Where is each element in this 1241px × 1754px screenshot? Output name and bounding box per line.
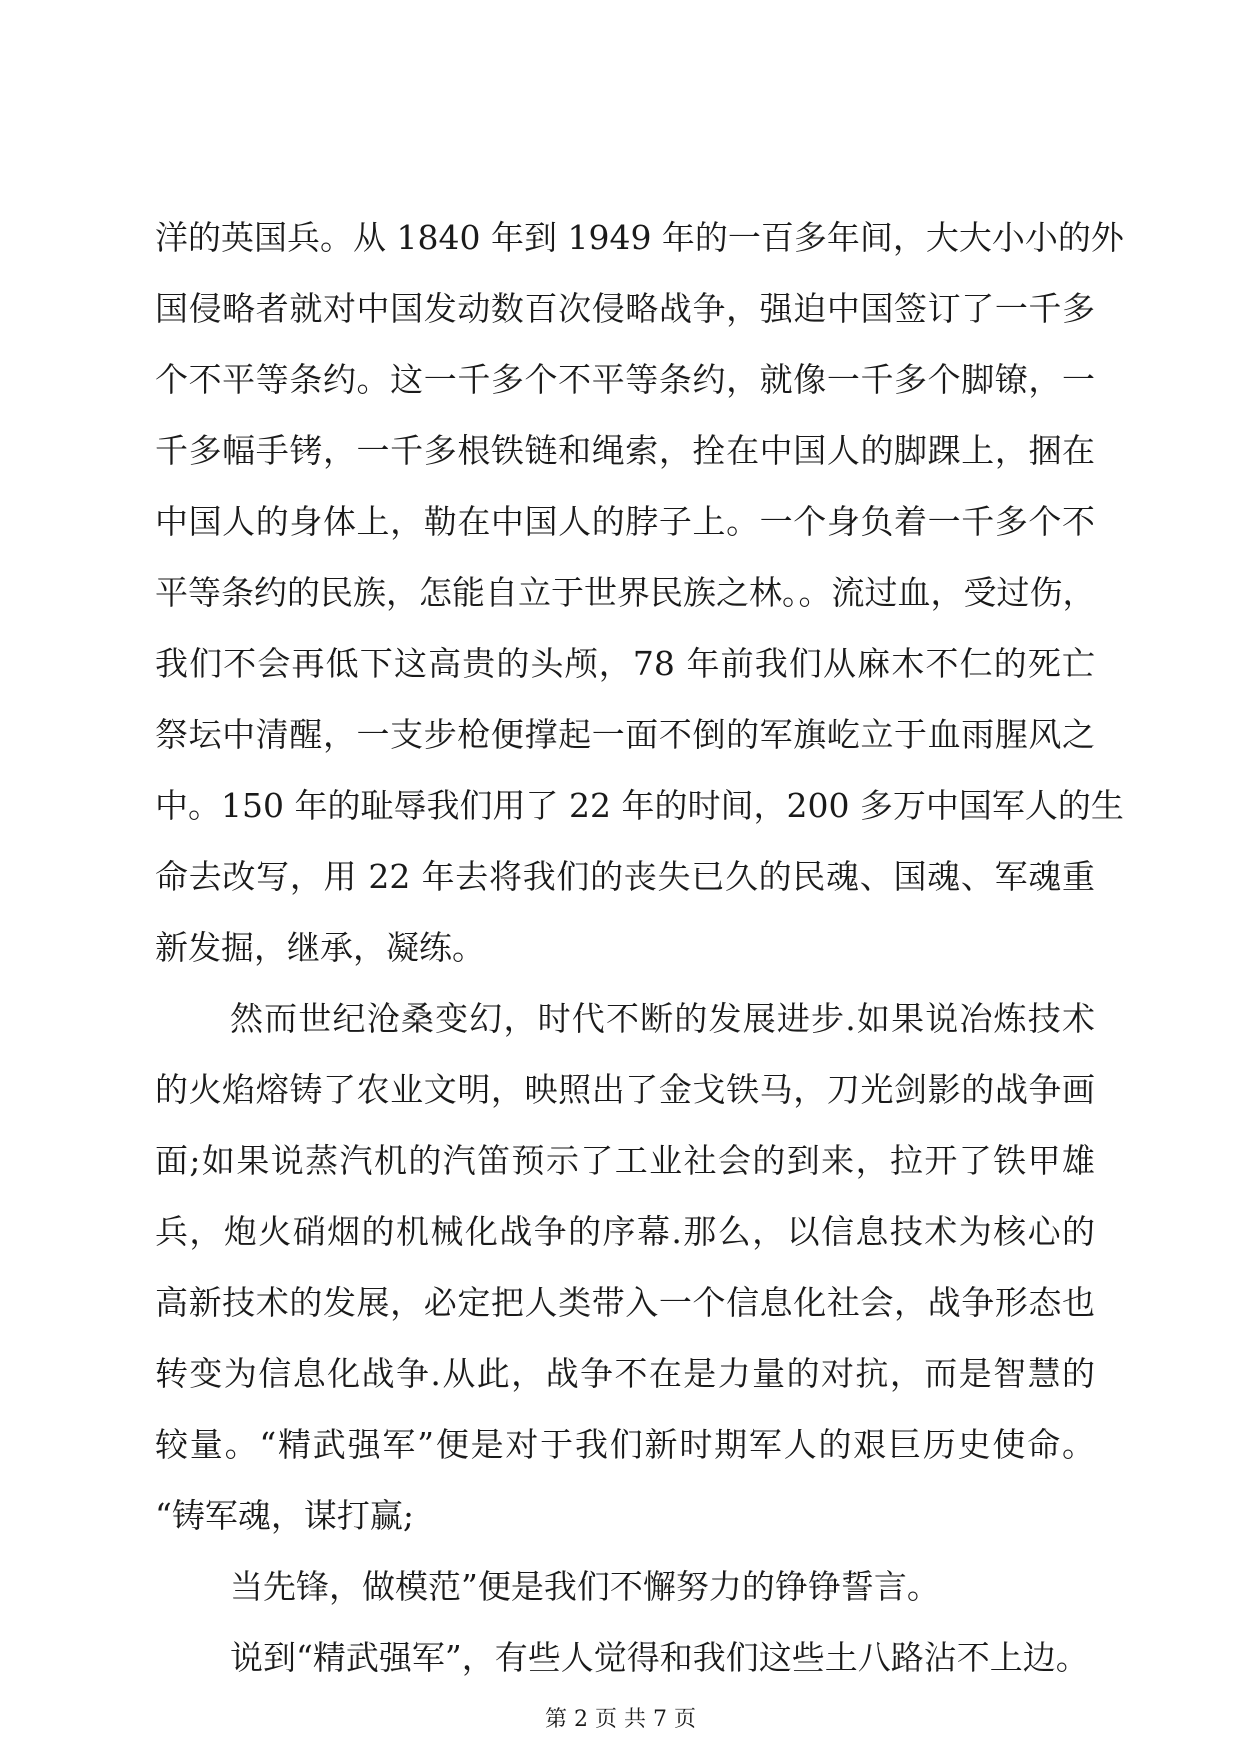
text-line: 新发掘，继承，凝练。 xyxy=(155,928,485,967)
page-footer: 第 2 页 共 7 页 xyxy=(545,1707,696,1732)
text-line: 命去改写，用 22 年去将我们的丧失已久的民魂、国魂、军魂重 xyxy=(155,857,1095,896)
text-line: 平等条约的民族，怎能自立于世界民族之林。。流过血，受过伤， xyxy=(155,573,1096,612)
text-line: 的火焰熔铸了农业文明，映照出了金戈铁马，刀光剑影的战争画 xyxy=(155,1070,1095,1109)
text-line: 祭坛中清醒，一支步枪便撑起一面不倒的军旗屹立于血雨腥风之 xyxy=(155,715,1095,754)
paragraph-first-line: 说到“精武强军”，有些人觉得和我们这些土八路沾不上边。 xyxy=(230,1638,1089,1677)
text-line: 中。150 年的耻辱我们用了 22 年的时间，200 多万中国军人的生 xyxy=(155,786,1124,825)
text-line: 个不平等条约。这一千多个不平等条约，就像一千多个脚镣，一 xyxy=(155,360,1095,399)
text-line: 高新技术的发展，必定把人类带入一个信息化社会，战争形态也 xyxy=(155,1283,1095,1322)
text-line: “铸军魂，谋打赢; xyxy=(155,1496,414,1535)
text-line: 转变为信息化战争.从此，战争不在是力量的对抗，而是智慧的 xyxy=(155,1354,1095,1393)
text-line: 洋的英国兵。从 1840 年到 1949 年的一百多年间，大大小小的外 xyxy=(155,218,1124,257)
text-line: 中国人的身体上，勒在中国人的脖子上。一个身负着一千多个不 xyxy=(155,502,1095,541)
paragraph-first-line: 然而世纪沧桑变幻，时代不断的发展进步.如果说冶炼技术 xyxy=(230,999,1095,1038)
text-line: 我们不会再低下这高贵的头颅，78 年前我们从麻木不仁的死亡 xyxy=(155,644,1095,683)
text-line: 较量。“精武强军”便是对于我们新时期军人的艰巨历史使命。 xyxy=(155,1425,1095,1464)
text-line: 面;如果说蒸汽机的汽笛预示了工业社会的到来，拉开了铁甲雄 xyxy=(155,1141,1095,1180)
text-line: 兵，炮火硝烟的机械化战争的序幕.那么，以信息技术为核心的 xyxy=(155,1212,1095,1251)
paragraph-first-line: 当先锋，做模范”便是我们不懈努力的铮铮誓言。 xyxy=(230,1567,940,1606)
text-line: 国侵略者就对中国发动数百次侵略战争，强迫中国签订了一千多 xyxy=(155,289,1095,328)
text-line: 千多幅手铐，一千多根铁链和绳索，拴在中国人的脚踝上，捆在 xyxy=(155,431,1095,470)
